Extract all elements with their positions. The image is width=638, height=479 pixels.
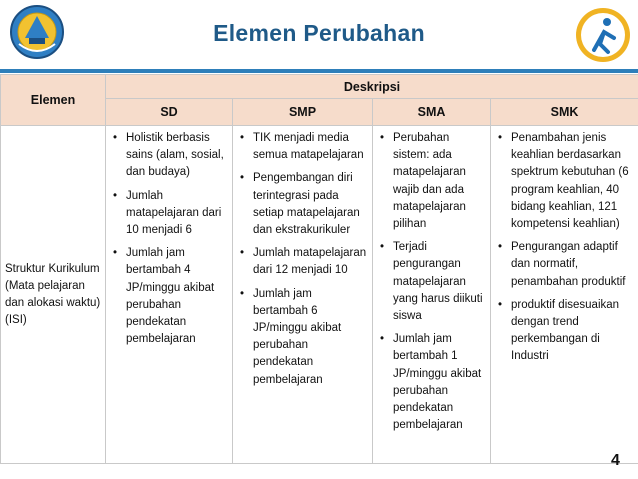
header-elemen: Elemen <box>1 75 106 126</box>
list-item: • Terjadi pengurangan matapelajaran yang harus diikuti siswa <box>379 239 486 325</box>
header-divider <box>0 69 638 73</box>
header-smp: SMP <box>233 99 373 126</box>
list-item: • Pengembangan diri terintegrasi pada setiap matapelajaran dan ekstrakurikuler <box>239 170 368 239</box>
elemen-cell: Struktur Kurikulum (Mata pelajaran dan alokasi waktu) (ISI) <box>1 126 106 464</box>
list-item: • Jumlah jam bertambah 4 JP/minggu akibat perubahan pendekatan pembelajaran <box>112 245 228 348</box>
table-row <box>1 126 638 464</box>
list-item: • Jumlah matapelajaran dari 12 menjadi 10 <box>239 245 368 279</box>
list-item: • Perubahan sistem: ada matapelajaran wajib dan ada matapelajaran pilihan <box>379 130 486 233</box>
list-item: • Penambahan jenis keahlian berdasarkan spektrum kebutuhan (6 program keahlian, 40 bidang keahlian, 121 kompetensi keahlian) <box>497 130 634 233</box>
header-smk: SMK <box>491 99 638 126</box>
header-sma: SMA <box>373 99 491 126</box>
curriculum-table <box>0 74 638 464</box>
page-number: 4 <box>611 452 620 469</box>
sd-list <box>112 130 228 348</box>
sma-cell <box>373 126 491 464</box>
smp-cell <box>233 126 373 464</box>
header-sd: SD <box>106 99 233 126</box>
page-title: Elemen Perubahan <box>213 20 425 46</box>
list-item: • Jumlah matapelajaran dari 10 menjadi 6 <box>112 188 228 240</box>
list-item: • TIK menjadi media semua matapelajaran <box>239 130 368 164</box>
list-item: • Jumlah jam bertambah 6 JP/minggu akibat perubahan pendekatan pembelajaran <box>239 286 368 389</box>
smk-list <box>497 130 634 366</box>
smp-list <box>239 130 368 389</box>
kurikulum-logo-icon <box>574 6 632 64</box>
header-deskripsi: Deskripsi <box>106 75 638 99</box>
smk-cell <box>491 126 638 464</box>
list-item: • Holistik berbasis sains (alam, sosial, dan budaya) <box>112 130 228 182</box>
list-item: • Pengurangan adaptif dan normatif, penambahan produktif <box>497 239 634 291</box>
list-item: • produktif disesuaikan dengan trend perkembangan di Industri <box>497 297 634 366</box>
sd-cell <box>106 126 233 464</box>
list-item: • Jumlah jam bertambah 1 JP/minggu akibat perubahan pendekatan pembelajaran <box>379 331 486 434</box>
sma-list <box>379 130 486 434</box>
